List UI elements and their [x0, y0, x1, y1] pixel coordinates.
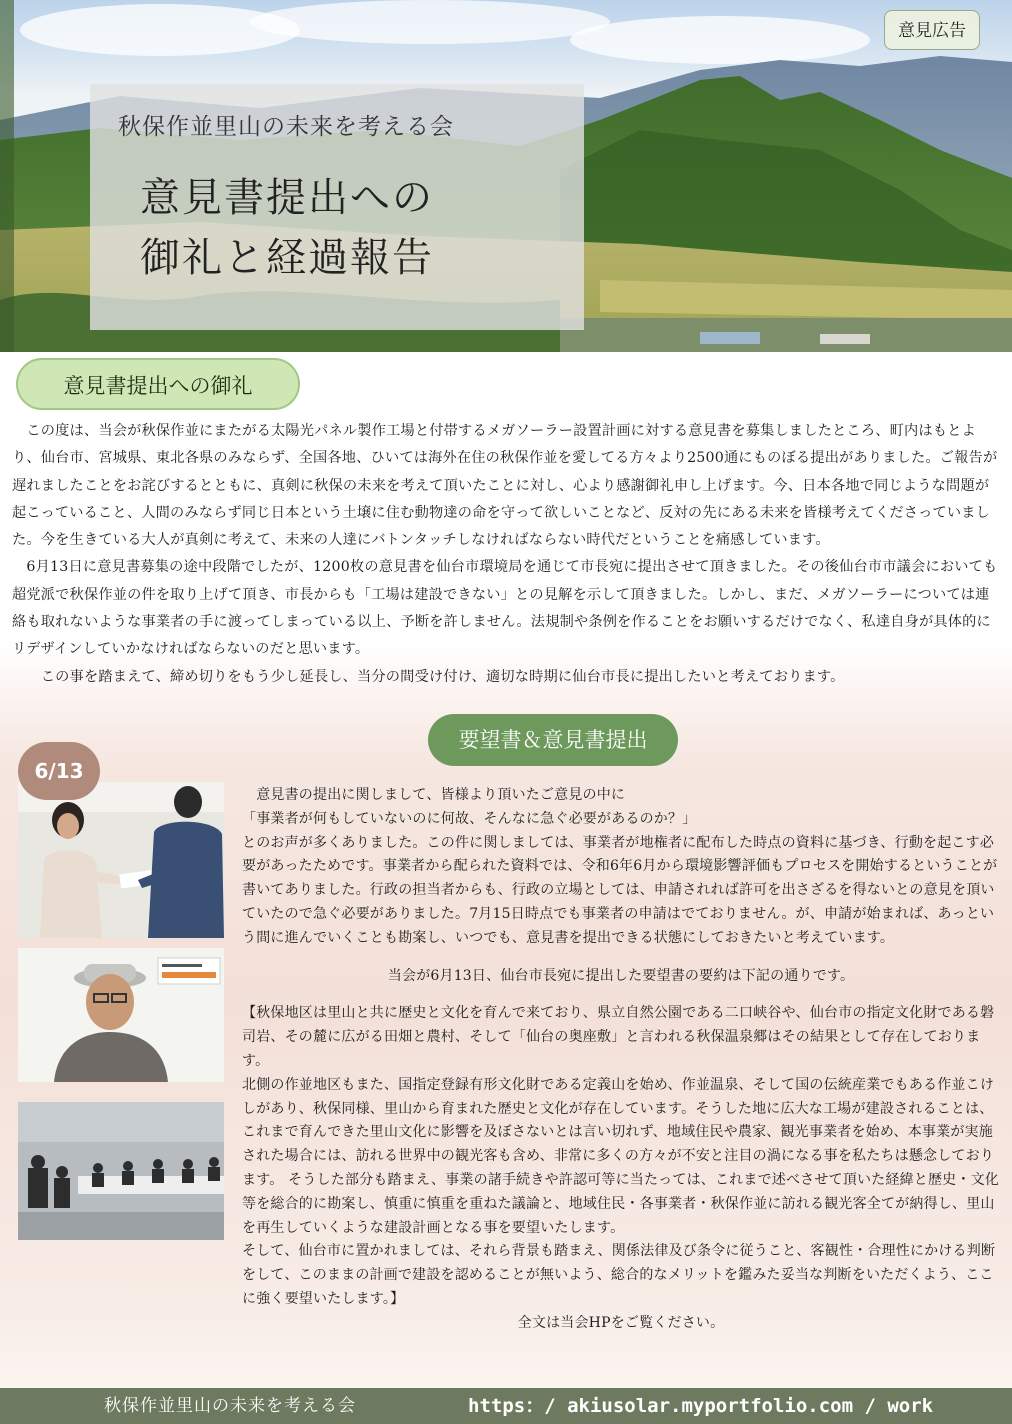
thanks-body: [12, 418, 1000, 691]
summary-paragraph-2: 北側の作並地区もまた、国指定登録有形文化財である定義山を始め、作並温泉、そして国の伝統産業でもある作並こけしがあり、秋保同様、里山から育まれた歴史と文化が存在しています。そうした地に広大な工場が建設されることは、これまで育んできた里山文化に影響を及ぼさないとは言い切れず、地域住民や農家、観光事業者を始め、本事業が実施された場合には、訪れる世界中の観光客も含め、非常に多くの方々が不安と注目の渦になる事を私たちは懸念しております。 そうした部分も踏まえ、事業の諸手続きや許認可等に当たっては、これまで述べさせて頂いた経緯と歴史・文化等を総合的に勘案し、慎重に慎重を重ねた議論と、地域住民・各事業者・秋保作並に訪れる観光客全てが納得し、里山を再生していくような建設計画となる事を要望いたします。: [242, 1076, 999, 1236]
submission-intro-1: 意見書の提出に関しまして、皆様より頂いたご意見の中に: [242, 787, 626, 803]
photo-meeting: [18, 1102, 224, 1240]
page-title: [140, 168, 560, 288]
spacer: [242, 951, 1000, 965]
submission-intro-2: 「事業者が何もしていないのに何故、そんなに急ぐ必要があるのか？」: [242, 810, 697, 827]
title-line-2: 御礼と経過報告: [140, 235, 434, 281]
date-badge: 6/13: [18, 742, 100, 800]
title-panel: [90, 84, 584, 330]
closing-note: 全文は当会HPをご覧ください。: [517, 1314, 725, 1331]
footer: [0, 1388, 1012, 1424]
submission-intro-3: とのお声が多くありました。この件に関しましては、事業者が地権者に配布した時点の資料に基づき、行動を起こす必要があったためです。事業者から配られた資料では、令和6年6月から環境影響評価もプロセスを開始するということが書いてありました。行政の担当者からも、行政の立場としては、申請されれば許可を出さざるを得ないとの意見を頂いていたので急ぐ必要がありました。7月15日時点でも事業者の申請はでておりません。が、申請が始まれば、あっという間に進んでいくことも勘案し、いつでも、意見書を提出できる状態にしておきたいと考えています。: [242, 834, 998, 946]
title-line-1: 意見書提出への: [140, 175, 434, 221]
summary-intro: 当会が6月13日、仙台市長宛に提出した要望書の要約は下記の通りです。: [387, 967, 855, 984]
summary-paragraph-3: そして、仙台市に置かれましては、それら背景も踏まえ、関係法律及び条令に従うこと、客観性・合理性にかける判断をして、このままの計画で建設を認めることが無いよう、総合的なメリットを鑑みた妥当な判断をいただくよう、ここに強く要望いたします。】: [242, 1243, 996, 1307]
ad-badge: 意見広告: [884, 10, 980, 50]
submission-body: [242, 784, 1000, 1336]
summary-paragraph-1: 【秋保地区は里山と共に歴史と文化を育んで来ており、県立自然公園である二口峡谷や、仙台市の指定文化財である磐司岩、その麓に広がる田畑と農村、そして「仙台の奥座敷」と言われる秋保温泉郷はその結果として存在しております。: [242, 1005, 995, 1069]
hero-banner: [0, 0, 1012, 352]
org-name: 秋保作並里山の未来を考える会: [118, 114, 454, 140]
footer-url-link[interactable]: https：/ akiusolar.myportfolio.com / work: [468, 1395, 934, 1417]
spacer: [242, 988, 1000, 1002]
photo-speaker: [18, 948, 224, 1082]
thanks-paragraph-1: この度は、当会が秋保作並にまたがる太陽光パネル製作工場と付帯するメガソーラー設置計画に対する意見書を募集しましたところ、町内はもとより、仙台市、宮城県、東北各県のみならず、全国各地、ひいては海外在住の秋保作並を愛してる方々より2500通にものぼる提出がありました。ご報告が遅れましたことをお詫びするとともに、真剣に秋保の未来を考えて頂いたことに対し、心より感謝御礼申し上げます。今、日本各地で同じような問題が起こっていること、人間のみならず同じ日本という土壌に住む動物達の命を守って欲しいことなど、反対の先にある未来を皆様考えてくださっていました。今を生きている大人が真剣に考えて、未来の人達にバトンタッチしなければならない時代だということを痛感しています。: [12, 423, 998, 549]
section-heading-thanks: 意見書提出への御礼: [16, 358, 300, 410]
thanks-paragraph-2: 6月13日に意見書募集の途中段階でしたが、1200枚の意見書を仙台市環境局を通じて市長宛に提出させて頂きました。その後仙台市市議会においても超党派で秋保作並の件を取り上げて頂き、市長からも「工場は建設できない」との見解を示して頂きました。しかし、まだ、メガソーラーについては連絡も取れないような事業者の手に渡ってしまっている以上、予断を許しません。法規制や条例を作ることをお願いするだけでなく、私達自身が具体的にリデザインしていかなければならないのだと思います。: [12, 559, 998, 658]
footer-org-name: 秋保作並里山の未来を考える会: [104, 1396, 356, 1416]
section-heading-submission: 要望書＆意見書提出: [428, 714, 678, 766]
thanks-paragraph-3: この事を踏まえて、締め切りをもう少し延長し、当分の間受け付け、適切な時期に仙台市長に提出したいと考えております。: [12, 668, 845, 685]
photo-handover: [18, 782, 224, 938]
